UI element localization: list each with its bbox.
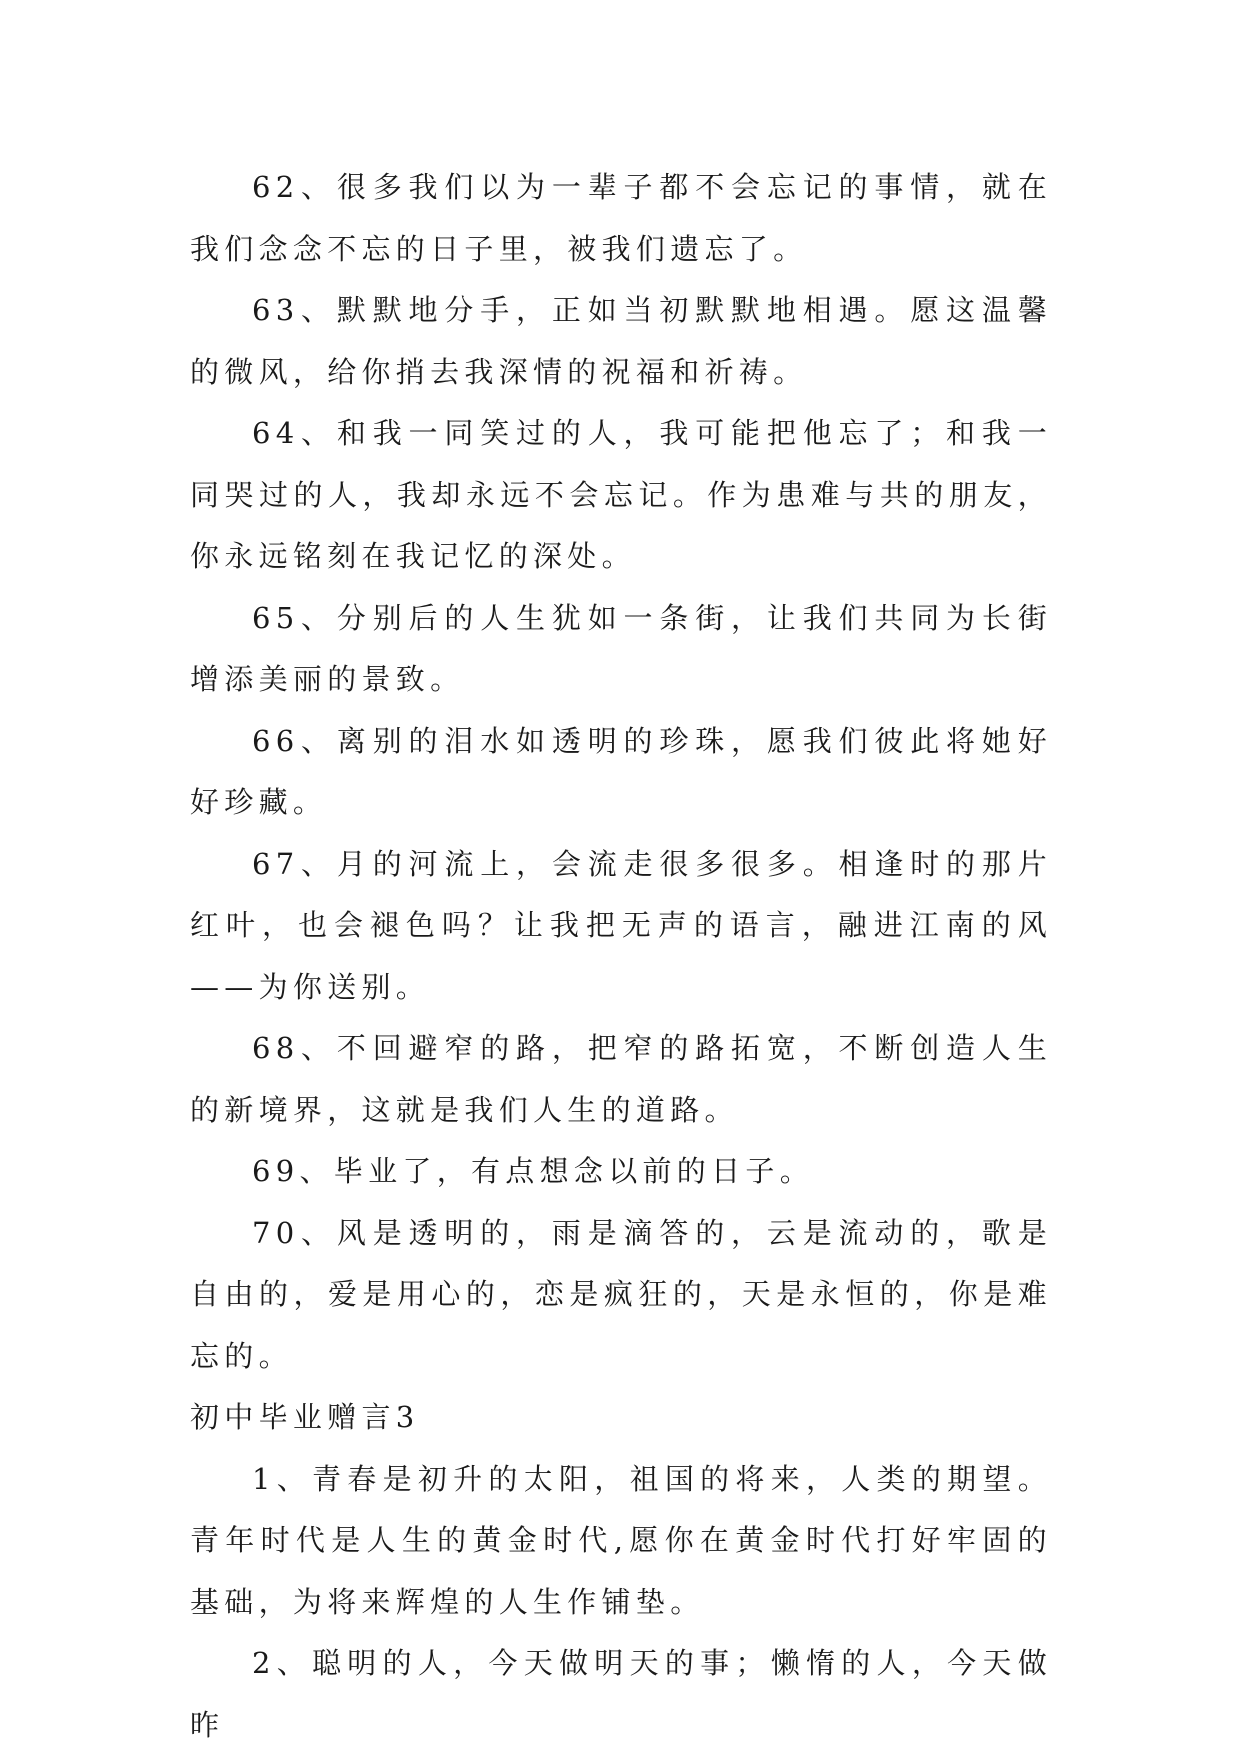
- paragraph-63: 63、默默地分手，正如当初默默地相遇。愿这温馨的微风，给你捎去我深情的祝福和祈祷。: [190, 293, 1052, 389]
- paragraph-62: 62、很多我们以为一辈子都不会忘记的事情，就在我们念念不忘的日子里，被我们遗忘了。: [190, 170, 1052, 266]
- document-body: [190, 157, 1052, 1756]
- section-heading: 初中毕业赠言3: [190, 1400, 420, 1434]
- paragraph-2: 2、聪明的人，今天做明天的事；懒惰的人，今天做昨: [190, 1646, 1052, 1742]
- paragraph-65: 65、分别后的人生犹如一条街，让我们共同为长街增添美丽的景致。: [190, 600, 1052, 696]
- paragraph-69: 69、毕业了，有点想念以前的日子。: [252, 1154, 815, 1188]
- paragraph-64: 64、和我一同笑过的人，我可能把他忘了；和我一同哭过的人，我却永远不会忘记。作为患难与共的朋友，你永远铭刻在我记忆的深处。: [190, 416, 1052, 573]
- paragraph-67: 67、月的河流上，会流走很多很多。相逢时的那片红叶，也会褪色吗？让我把无声的语言，融进江南的风——为你送别。: [190, 846, 1052, 1004]
- paragraph-1: 1、青春是初升的太阳，祖国的将来，人类的期望。青年时代是人生的黄金时代,愿你在黄金时代打好牢固的基础，为将来辉煌的人生作铺垫。: [190, 1461, 1052, 1619]
- paragraph-66: 66、离别的泪水如透明的珍珠，愿我们彼此将她好好珍藏。: [190, 723, 1052, 819]
- paragraph-68: 68、不回避窄的路，把窄的路拓宽，不断创造人生的新境界，这就是我们人生的道路。: [190, 1031, 1052, 1127]
- paragraph-70: 70、风是透明的，雨是滴答的，云是流动的，歌是自由的，爱是用心的，恋是疯狂的，天是永恒的，你是难忘的。: [190, 1215, 1052, 1373]
